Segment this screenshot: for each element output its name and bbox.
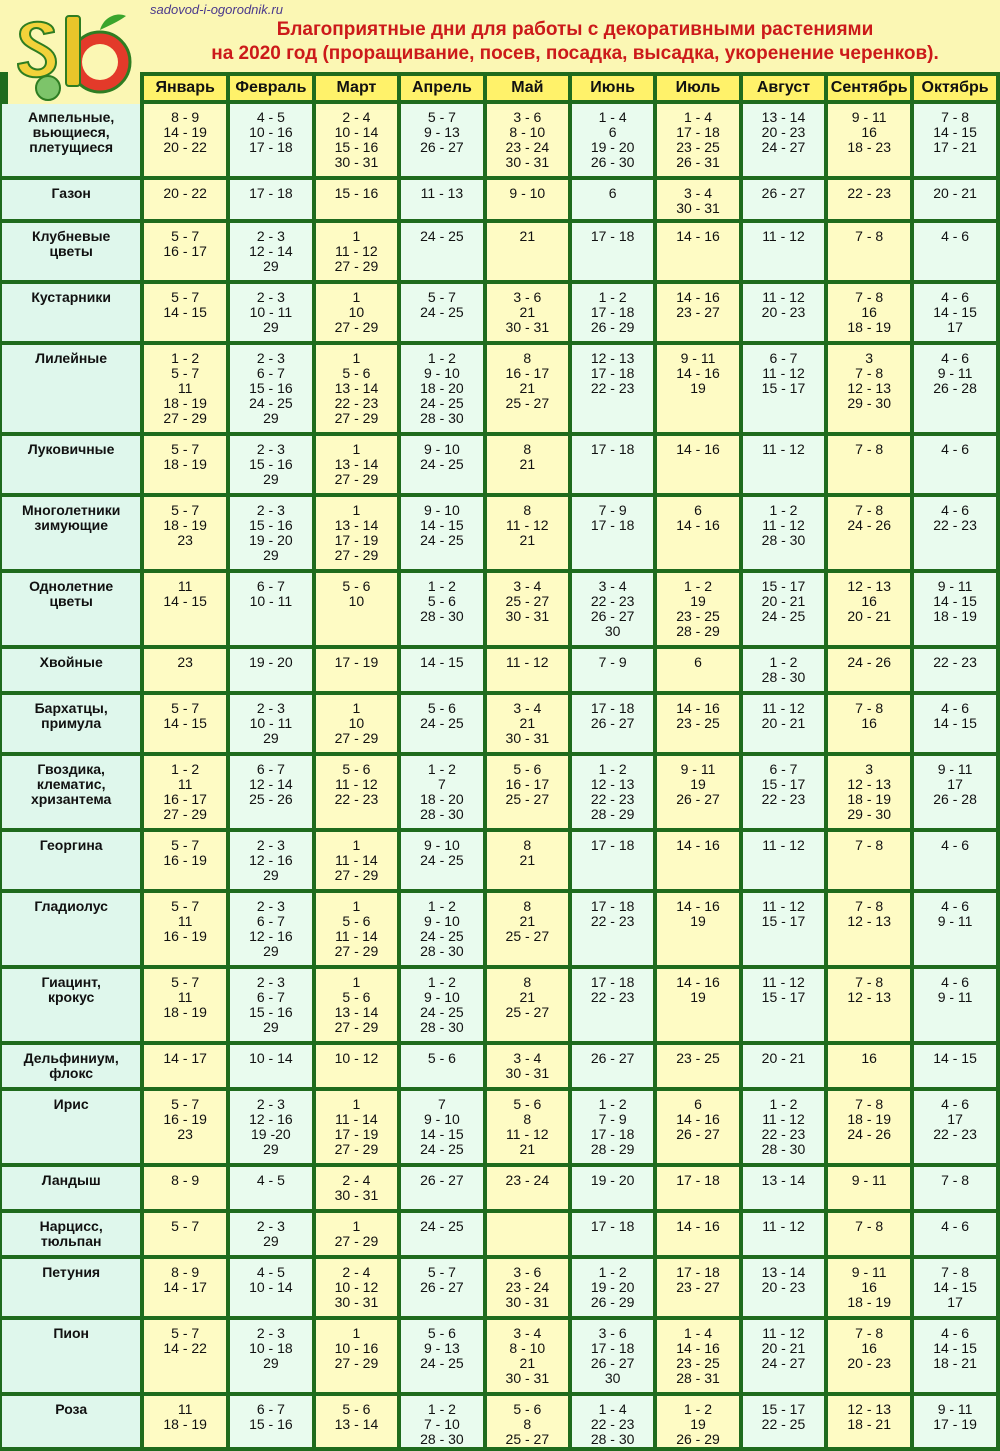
date-cell: 6 xyxy=(657,649,738,691)
date-cell: 14 - 16 19 xyxy=(657,969,738,1041)
month-header-row xyxy=(2,76,996,100)
date-cell: 8 - 9 xyxy=(144,1167,226,1209)
date-cell: 5 - 7 16 - 19 23 xyxy=(144,1091,226,1163)
date-cell: 14 - 16 xyxy=(657,436,738,493)
date-cell: 2 - 3 6 - 7 12 - 16 29 xyxy=(230,893,312,965)
date-cell: 3 - 6 8 - 10 23 - 24 30 - 31 xyxy=(487,104,568,176)
date-cell: 9 - 10 24 - 25 xyxy=(401,436,483,493)
date-cell: 4 - 6 14 - 15 xyxy=(914,695,996,752)
corner-cell xyxy=(2,76,140,100)
date-cell: 1 - 2 17 - 18 26 - 29 xyxy=(572,284,653,341)
date-cell: 9 - 11 16 18 - 23 xyxy=(828,104,910,176)
date-cell: 7 - 8 12 - 13 xyxy=(828,969,910,1041)
date-cell: 1 11 - 12 27 - 29 xyxy=(316,223,397,280)
date-cell: 17 - 18 xyxy=(657,1167,738,1209)
month-header: Январь xyxy=(144,76,226,100)
date-cell: 8 21 xyxy=(487,832,568,889)
table-row xyxy=(2,1167,996,1209)
table-row xyxy=(2,1045,996,1087)
date-cell: 5 - 7 14 - 15 xyxy=(144,284,226,341)
date-cell: 7 - 8 xyxy=(828,1213,910,1255)
table-row xyxy=(2,345,996,432)
date-cell: 3 - 4 8 - 10 21 30 - 31 xyxy=(487,1320,568,1392)
month-header: Сентябрь xyxy=(828,76,910,100)
date-cell: 6 - 7 15 - 17 22 - 23 xyxy=(743,756,825,828)
date-cell: 1 10 - 16 27 - 29 xyxy=(316,1320,397,1392)
table-row xyxy=(2,180,996,219)
date-cell: 3 - 4 22 - 23 26 - 27 30 xyxy=(572,573,653,645)
table-body xyxy=(2,104,996,1447)
table-row xyxy=(2,695,996,752)
date-cell: 19 - 20 xyxy=(230,649,312,691)
date-cell: 26 - 27 xyxy=(572,1045,653,1087)
date-cell xyxy=(487,1213,568,1255)
date-cell: 14 - 16 xyxy=(657,832,738,889)
date-cell: 1 11 - 14 27 - 29 xyxy=(316,832,397,889)
date-cell: 10 - 12 xyxy=(316,1045,397,1087)
plant-name: Ампельные, вьющиеся, плетущиеся xyxy=(2,104,140,176)
date-cell: 11 - 12 20 - 21 24 - 27 xyxy=(743,1320,825,1392)
date-cell: 7 - 9 17 - 18 xyxy=(572,497,653,569)
date-cell: 1 - 2 11 - 12 22 - 23 28 - 30 xyxy=(743,1091,825,1163)
date-cell: 7 - 8 24 - 26 xyxy=(828,497,910,569)
date-cell: 17 - 18 xyxy=(572,832,653,889)
plant-name: Георгина xyxy=(2,832,140,889)
plant-name: Клубневые цветы xyxy=(2,223,140,280)
date-cell: 9 - 11 17 - 19 xyxy=(914,1396,996,1447)
date-cell: 3 12 - 13 18 - 19 29 - 30 xyxy=(828,756,910,828)
header xyxy=(0,0,1000,72)
date-cell: 9 - 11 17 26 - 28 xyxy=(914,756,996,828)
date-cell: 3 - 4 21 30 - 31 xyxy=(487,695,568,752)
plant-name: Однолетние цветы xyxy=(2,573,140,645)
plant-name: Ирис xyxy=(2,1091,140,1163)
month-header: Апрель xyxy=(401,76,483,100)
date-cell: 8 16 - 17 21 25 - 27 xyxy=(487,345,568,432)
date-cell: 1 27 - 29 xyxy=(316,1213,397,1255)
date-cell: 8 - 9 14 - 17 xyxy=(144,1259,226,1316)
date-cell: 9 - 11 16 18 - 19 xyxy=(828,1259,910,1316)
date-cell: 2 - 3 12 - 16 29 xyxy=(230,832,312,889)
date-cell: 2 - 3 29 xyxy=(230,1213,312,1255)
date-cell: 23 - 25 xyxy=(657,1045,738,1087)
plant-name: Гиацинт, крокус xyxy=(2,969,140,1041)
date-cell: 4 - 6 xyxy=(914,832,996,889)
date-cell: 1 - 2 19 26 - 29 xyxy=(657,1396,738,1447)
date-cell: 6 - 7 15 - 16 xyxy=(230,1396,312,1447)
date-cell: 7 - 8 xyxy=(828,223,910,280)
date-cell: 1 - 2 9 - 10 24 - 25 28 - 30 xyxy=(401,969,483,1041)
date-cell: 9 - 10 14 - 15 24 - 25 xyxy=(401,497,483,569)
date-cell: 5 - 7 26 - 27 xyxy=(401,1259,483,1316)
date-cell: 4 - 5 xyxy=(230,1167,312,1209)
date-cell: 17 - 18 xyxy=(572,436,653,493)
date-cell: 9 - 11 14 - 15 18 - 19 xyxy=(914,573,996,645)
date-cell: 4 - 6 9 - 11 xyxy=(914,969,996,1041)
date-cell: 1 - 2 7 18 - 20 28 - 30 xyxy=(401,756,483,828)
date-cell: 14 - 16 23 - 27 xyxy=(657,284,738,341)
date-cell: 3 - 4 30 - 31 xyxy=(657,180,738,219)
date-cell: 7 - 8 16 xyxy=(828,695,910,752)
date-cell: 1 - 2 5 - 7 11 18 - 19 27 - 29 xyxy=(144,345,226,432)
date-cell: 13 - 14 20 - 23 24 - 27 xyxy=(743,104,825,176)
date-cell: 7 - 8 18 - 19 24 - 26 xyxy=(828,1091,910,1163)
date-cell: 2 - 3 6 - 7 15 - 16 29 xyxy=(230,969,312,1041)
date-cell: 4 - 6 xyxy=(914,223,996,280)
date-cell: 5 - 7 16 - 17 xyxy=(144,223,226,280)
date-cell: 4 - 6 22 - 23 xyxy=(914,497,996,569)
date-cell: 7 - 8 xyxy=(828,832,910,889)
title-line-2: на 2020 год (проращивание, посев, посадка, высадка, укоренение черенков). xyxy=(211,43,939,64)
plant-name: Роза xyxy=(2,1396,140,1447)
date-cell: 4 - 6 xyxy=(914,1213,996,1255)
date-cell: 2 - 3 10 - 18 29 xyxy=(230,1320,312,1392)
plant-name: Ландыш xyxy=(2,1167,140,1209)
date-cell: 7 - 8 14 - 15 17 - 21 xyxy=(914,104,996,176)
date-cell: 3 - 6 23 - 24 30 - 31 xyxy=(487,1259,568,1316)
date-cell: 17 - 18 xyxy=(230,180,312,219)
plant-name: Многолетники зимующие xyxy=(2,497,140,569)
plant-name: Лилейные xyxy=(2,345,140,432)
date-cell: 6 - 7 11 - 12 15 - 17 xyxy=(743,345,825,432)
date-cell: 5 - 6 16 - 17 25 - 27 xyxy=(487,756,568,828)
date-cell: 1 - 2 12 - 13 22 - 23 28 - 29 xyxy=(572,756,653,828)
table-row xyxy=(2,497,996,569)
date-cell: 14 - 15 xyxy=(914,1045,996,1087)
date-cell: 5 - 6 8 25 - 27 xyxy=(487,1396,568,1447)
date-cell: 17 - 19 xyxy=(316,649,397,691)
date-cell: 7 - 9 xyxy=(572,649,653,691)
date-cell: 1 - 4 6 19 - 20 26 - 30 xyxy=(572,104,653,176)
date-cell: 5 - 7 18 - 19 23 xyxy=(144,497,226,569)
date-cell: 13 - 14 20 - 23 xyxy=(743,1259,825,1316)
date-cell: 1 5 - 6 13 - 14 27 - 29 xyxy=(316,969,397,1041)
month-header: Март xyxy=(316,76,397,100)
month-header: Июль xyxy=(657,76,738,100)
plant-name: Газон xyxy=(2,180,140,219)
date-cell: 1 - 4 17 - 18 23 - 25 26 - 31 xyxy=(657,104,738,176)
date-cell: 12 - 13 18 - 21 xyxy=(828,1396,910,1447)
date-cell: 6 - 7 12 - 14 25 - 26 xyxy=(230,756,312,828)
date-cell: 5 - 7 14 - 22 xyxy=(144,1320,226,1392)
plant-name: Нарцисс, тюльпан xyxy=(2,1213,140,1255)
date-cell: 1 5 - 6 11 - 14 27 - 29 xyxy=(316,893,397,965)
date-cell: 1 10 27 - 29 xyxy=(316,695,397,752)
date-cell: 11 - 12 20 - 23 xyxy=(743,284,825,341)
date-cell: 5 - 7 18 - 19 xyxy=(144,436,226,493)
date-cell: 14 - 16 23 - 25 xyxy=(657,695,738,752)
date-cell: 1 - 2 19 23 - 25 28 - 29 xyxy=(657,573,738,645)
date-cell: 4 - 6 9 - 11 xyxy=(914,893,996,965)
date-cell: 5 - 6 xyxy=(401,1045,483,1087)
date-cell: 24 - 25 xyxy=(401,223,483,280)
plant-name: Дельфиниум, флокс xyxy=(2,1045,140,1087)
table-row xyxy=(2,969,996,1041)
date-cell: 15 - 17 20 - 21 24 - 25 xyxy=(743,573,825,645)
date-cell: 20 - 21 xyxy=(914,180,996,219)
plant-name: Гвоздика, клематис, хризантема xyxy=(2,756,140,828)
date-cell: 1 13 - 14 17 - 19 27 - 29 xyxy=(316,497,397,569)
date-cell: 1 13 - 14 27 - 29 xyxy=(316,436,397,493)
plant-name: Луковичные xyxy=(2,436,140,493)
date-cell: 4 - 6 14 - 15 17 xyxy=(914,284,996,341)
date-cell: 4 - 6 17 22 - 23 xyxy=(914,1091,996,1163)
date-cell: 1 11 - 14 17 - 19 27 - 29 xyxy=(316,1091,397,1163)
plant-name: Бархатцы, примула xyxy=(2,695,140,752)
date-cell: 7 - 8 xyxy=(828,436,910,493)
table-row xyxy=(2,104,996,176)
date-cell: 1 - 2 19 - 20 26 - 29 xyxy=(572,1259,653,1316)
date-cell: 1 - 4 14 - 16 23 - 25 28 - 31 xyxy=(657,1320,738,1392)
month-header: Февраль xyxy=(230,76,312,100)
date-cell: 7 - 8 xyxy=(914,1167,996,1209)
site-url[interactable]: sadovod-i-ogorodnik.ru xyxy=(150,2,283,17)
date-cell: 2 - 4 10 - 12 30 - 31 xyxy=(316,1259,397,1316)
table-row xyxy=(2,436,996,493)
title-line-1: Благоприятные дни для работы с декоративными растениями xyxy=(276,19,874,40)
date-cell: 2 - 3 15 - 16 29 xyxy=(230,436,312,493)
date-cell: 14 - 15 xyxy=(401,649,483,691)
date-cell: 17 - 18 26 - 27 xyxy=(572,695,653,752)
date-cell: 9 - 10 xyxy=(487,180,568,219)
date-cell: 5 - 7 9 - 13 26 - 27 xyxy=(401,104,483,176)
table-row xyxy=(2,1320,996,1392)
date-cell: 14 - 16 19 xyxy=(657,893,738,965)
date-cell: 4 - 5 10 - 16 17 - 18 xyxy=(230,104,312,176)
date-cell: 9 - 11 xyxy=(828,1167,910,1209)
date-cell: 3 - 6 21 30 - 31 xyxy=(487,284,568,341)
date-cell: 7 - 8 12 - 13 xyxy=(828,893,910,965)
date-cell: 11 14 - 15 xyxy=(144,573,226,645)
date-cell: 5 - 7 14 - 15 xyxy=(144,695,226,752)
date-cell: 1 10 27 - 29 xyxy=(316,284,397,341)
table-row xyxy=(2,1091,996,1163)
date-cell: 5 - 6 11 - 12 22 - 23 xyxy=(316,756,397,828)
date-cell: 7 - 8 16 20 - 23 xyxy=(828,1320,910,1392)
plant-name: Хвойные xyxy=(2,649,140,691)
date-cell: 14 - 17 xyxy=(144,1045,226,1087)
date-cell: 1 - 2 9 - 10 18 - 20 24 - 25 28 - 30 xyxy=(401,345,483,432)
date-cell: 2 - 4 10 - 14 15 - 16 30 - 31 xyxy=(316,104,397,176)
date-cell: 2 - 3 12 - 14 29 xyxy=(230,223,312,280)
date-cell: 17 - 18 22 - 23 xyxy=(572,969,653,1041)
date-cell: 1 - 2 11 16 - 17 27 - 29 xyxy=(144,756,226,828)
date-cell: 2 - 3 15 - 16 19 - 20 29 xyxy=(230,497,312,569)
date-cell: 5 - 6 10 xyxy=(316,573,397,645)
date-cell: 17 - 18 23 - 27 xyxy=(657,1259,738,1316)
date-cell: 4 - 6 14 - 15 18 - 21 xyxy=(914,1320,996,1392)
date-cell: 11 - 12 xyxy=(743,436,825,493)
plant-name: Гладиолус xyxy=(2,893,140,965)
date-cell: 1 - 2 5 - 6 28 - 30 xyxy=(401,573,483,645)
date-cell: 3 - 4 25 - 27 30 - 31 xyxy=(487,573,568,645)
date-cell: 24 - 26 xyxy=(828,649,910,691)
date-cell: 5 - 6 9 - 13 24 - 25 xyxy=(401,1320,483,1392)
date-cell: 7 - 8 14 - 15 17 xyxy=(914,1259,996,1316)
date-cell: 22 - 23 xyxy=(828,180,910,219)
date-cell: 17 - 18 xyxy=(572,223,653,280)
date-cell: 2 - 3 10 - 11 29 xyxy=(230,284,312,341)
date-cell: 1 - 2 7 - 10 28 - 30 xyxy=(401,1396,483,1447)
table-row xyxy=(2,756,996,828)
date-cell: 5 - 7 16 - 19 xyxy=(144,832,226,889)
date-cell: 11 - 12 xyxy=(487,649,568,691)
date-cell: 26 - 27 xyxy=(743,180,825,219)
date-cell: 23 - 24 xyxy=(487,1167,568,1209)
date-cell: 11 - 12 xyxy=(743,1213,825,1255)
date-cell: 9 - 11 19 26 - 27 xyxy=(657,756,738,828)
date-cell: 6 xyxy=(572,180,653,219)
date-cell: 5 - 6 24 - 25 xyxy=(401,695,483,752)
month-header: Июнь xyxy=(572,76,653,100)
date-cell: 3 - 6 17 - 18 26 - 27 30 xyxy=(572,1320,653,1392)
date-cell: 7 - 8 16 18 - 19 xyxy=(828,284,910,341)
date-cell: 5 - 7 24 - 25 xyxy=(401,284,483,341)
table-row xyxy=(2,832,996,889)
date-cell: 20 - 21 xyxy=(743,1045,825,1087)
date-cell: 13 - 14 xyxy=(743,1167,825,1209)
date-cell: 19 - 20 xyxy=(572,1167,653,1209)
date-cell: 11 - 13 xyxy=(401,180,483,219)
date-cell: 26 - 27 xyxy=(401,1167,483,1209)
date-cell: 6 - 7 10 - 11 xyxy=(230,573,312,645)
page-title xyxy=(150,18,1000,66)
date-cell: 1 5 - 6 13 - 14 22 - 23 27 - 29 xyxy=(316,345,397,432)
date-cell: 1 - 2 7 - 9 17 - 18 28 - 29 xyxy=(572,1091,653,1163)
date-cell: 1 - 2 9 - 10 24 - 25 28 - 30 xyxy=(401,893,483,965)
date-cell: 15 - 17 22 - 25 xyxy=(743,1396,825,1447)
plant-name: Пион xyxy=(2,1320,140,1392)
month-header: Октябрь xyxy=(914,76,996,100)
date-cell: 4 - 6 9 - 11 26 - 28 xyxy=(914,345,996,432)
table-row xyxy=(2,284,996,341)
date-cell: 8 - 9 14 - 19 20 - 22 xyxy=(144,104,226,176)
plant-name: Кустарники xyxy=(2,284,140,341)
date-cell: 11 - 12 xyxy=(743,223,825,280)
table-row xyxy=(2,893,996,965)
date-cell: 7 9 - 10 14 - 15 24 - 25 xyxy=(401,1091,483,1163)
date-cell: 9 - 11 14 - 16 19 xyxy=(657,345,738,432)
month-header: Август xyxy=(743,76,825,100)
plant-name: Петуния xyxy=(2,1259,140,1316)
date-cell: 20 - 22 xyxy=(144,180,226,219)
month-header: Май xyxy=(487,76,568,100)
date-cell: 14 - 16 xyxy=(657,1213,738,1255)
date-cell: 22 - 23 xyxy=(914,649,996,691)
date-cell: 23 xyxy=(144,649,226,691)
date-cell: 4 - 5 10 - 14 xyxy=(230,1259,312,1316)
date-cell: 6 14 - 16 xyxy=(657,497,738,569)
date-cell: 8 21 25 - 27 xyxy=(487,893,568,965)
date-cell: 17 - 18 22 - 23 xyxy=(572,893,653,965)
date-cell: 5 - 7 11 18 - 19 xyxy=(144,969,226,1041)
date-cell: 11 - 12 xyxy=(743,832,825,889)
table-row xyxy=(2,1259,996,1316)
date-cell: 12 - 13 17 - 18 22 - 23 xyxy=(572,345,653,432)
date-cell: 2 - 4 30 - 31 xyxy=(316,1167,397,1209)
date-cell: 17 - 18 xyxy=(572,1213,653,1255)
date-cell: 10 - 14 xyxy=(230,1045,312,1087)
table-row xyxy=(2,649,996,691)
date-cell: 5 - 7 xyxy=(144,1213,226,1255)
date-cell: 6 14 - 16 26 - 27 xyxy=(657,1091,738,1163)
date-cell: 11 18 - 19 xyxy=(144,1396,226,1447)
date-cell: 14 - 16 xyxy=(657,223,738,280)
date-cell: 2 - 3 10 - 11 29 xyxy=(230,695,312,752)
date-cell: 8 11 - 12 21 xyxy=(487,497,568,569)
date-cell: 3 7 - 8 12 - 13 29 - 30 xyxy=(828,345,910,432)
date-cell: 5 - 7 11 16 - 19 xyxy=(144,893,226,965)
date-cell: 11 - 12 20 - 21 xyxy=(743,695,825,752)
date-cell: 1 - 2 28 - 30 xyxy=(743,649,825,691)
date-cell: 5 - 6 8 11 - 12 21 xyxy=(487,1091,568,1163)
date-cell: 11 - 12 15 - 17 xyxy=(743,969,825,1041)
date-cell: 16 xyxy=(828,1045,910,1087)
date-cell: 24 - 25 xyxy=(401,1213,483,1255)
date-cell: 4 - 6 xyxy=(914,436,996,493)
date-cell: 15 - 16 xyxy=(316,180,397,219)
date-cell: 1 - 2 11 - 12 28 - 30 xyxy=(743,497,825,569)
table-row xyxy=(2,573,996,645)
date-cell: 5 - 6 13 - 14 xyxy=(316,1396,397,1447)
date-cell: 11 - 12 15 - 17 xyxy=(743,893,825,965)
date-cell: 8 21 xyxy=(487,436,568,493)
table-row xyxy=(2,1396,996,1447)
date-cell: 3 - 4 30 - 31 xyxy=(487,1045,568,1087)
date-cell: 8 21 25 - 27 xyxy=(487,969,568,1041)
planting-calendar-table xyxy=(0,72,1000,1451)
table-row xyxy=(2,223,996,280)
date-cell: 9 - 10 24 - 25 xyxy=(401,832,483,889)
date-cell: 2 - 3 6 - 7 15 - 16 24 - 25 29 xyxy=(230,345,312,432)
date-cell: 21 xyxy=(487,223,568,280)
date-cell: 12 - 13 16 20 - 21 xyxy=(828,573,910,645)
table-row xyxy=(2,1213,996,1255)
date-cell: 1 - 4 22 - 23 28 - 30 xyxy=(572,1396,653,1447)
date-cell: 2 - 3 12 - 16 19 -20 29 xyxy=(230,1091,312,1163)
